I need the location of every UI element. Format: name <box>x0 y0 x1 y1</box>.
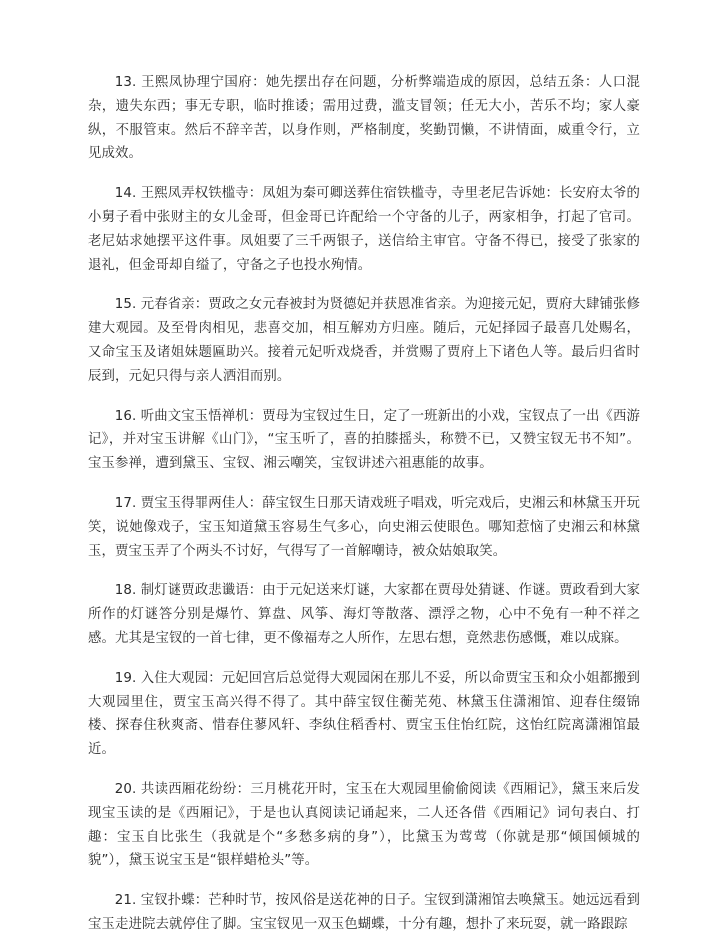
paragraph-16: 16. 听曲文宝玉悟禅机：贾母为宝钗过生日，定了一班新出的小戏，宝钗点了一出《西游记》，并对宝玉讲解《山门》，“宝玉听了，喜的拍膝摇头，称赞不已，又赞宝钗无书不知”。宝玉参禅，遭到黛玉、宝钗、湘云嘲笑，宝钗讲述六祖惠能的故事。 <box>88 408 640 472</box>
document-body <box>88 71 640 937</box>
paragraph-13: 13. 王熙凤协理宁国府：她先摆出存在问题，分析弊端造成的原因，总结五条：人口混杂，遗失东西；事无专职，临时推诿；需用过费，滥支冒领；任无大小，苦乐不均；家人豪纵，不服管束。然后不辞辛苦，以身作则，严格制度，奖勤罚懒，不讲情面，威重令行，立见成效。 <box>88 75 640 162</box>
paragraph-14: 14. 王熙凤弄权铁槛寺：凤姐为秦可卿送葬住宿铁槛寺，寺里老尼告诉她：长安府太爷的小舅子看中张财主的女儿金哥，但金哥已许配给一个守备的儿子，两家相争，打起了官司。老尼姑求她摆平这件事。凤姐要了三千两银子，送信给主审官。守备不得已，接受了张家的退礼，但金哥却自缢了，守备之子也投水殉情。 <box>88 186 640 273</box>
paragraph-21: 21. 宝钗扑蝶：芒种时节，按风俗是送花神的日子。宝钗到潇湘馆去唤黛玉。她远远看到宝玉走进院去就停住了脚。宝宝钗见一双玉色蝴蝶，十分有趣，想扑了来玩耍，就一路跟踪 <box>88 893 640 932</box>
paragraph-19: 19. 入住大观园：元妃回宫后总觉得大观园闲在那儿不妥，所以命贾宝玉和众小姐都搬到大观园里住，贾宝玉高兴得不得了。其中薛宝钗住蘅芜苑、林黛玉住潇湘馆、迎春住缀锦楼、探春住秋爽斋、惜春住蓼风轩、李纨住稻香村、贾宝玉住怡红院，这怡红院离潇湘馆最近。 <box>88 670 640 758</box>
paragraph-17: 17. 贾宝玉得罪两佳人：薛宝钗生日那天请戏班子唱戏，听完戏后，史湘云和林黛玉开玩笑，说她像戏子，宝玉知道黛玉容易生气多心，向史湘云使眼色。哪知惹恼了史湘云和林黛玉，贾宝玉弄了个两头不讨好，气得写了一首解嘲诗，被众姑娘取笑。 <box>88 495 640 559</box>
paragraph-15: 15. 元春省亲：贾政之女元春被封为贤德妃并获恩准省亲。为迎接元妃，贾府大肆铺张修建大观园。及至骨肉相见，悲喜交加，相互解劝方归座。随后，元妃择园子最喜几处赐名，又命宝玉及诸姐妹题匾助兴。接着元妃听戏烧香，并赏赐了贾府上下诸色人等。最后归省时辰到，元妃只得与亲人洒泪而别。 <box>88 297 640 384</box>
paragraph-20: 20. 共读西厢花纷纷：三月桃花开时，宝玉在大观园里偷偷阅读《西厢记》，黛玉来后发现宝玉读的是《西厢记》，于是也认真阅读记诵起来，二人还各借《西厢记》词句表白、打趣：宝玉自比张生（我就是个“多愁多病的身”），比黛玉为莺莺（你就是那“倾国倾城的貌”），黛玉说宝玉是“银样蜡枪头”等。 <box>88 781 640 869</box>
paragraph-18: 18. 制灯谜贾政悲谶语：由于元妃送来灯谜，大家都在贾母处猜谜、作谜。贾政看到大家所作的灯谜答分别是爆竹、算盘、风筝、海灯等散落、漂浮之物，心中不免有一种不祥之感。尤其是宝钗的一首七律，更不像福寿之人所作，左思右想，竟然悲伤感慨，难以成寐。 <box>88 583 640 646</box>
